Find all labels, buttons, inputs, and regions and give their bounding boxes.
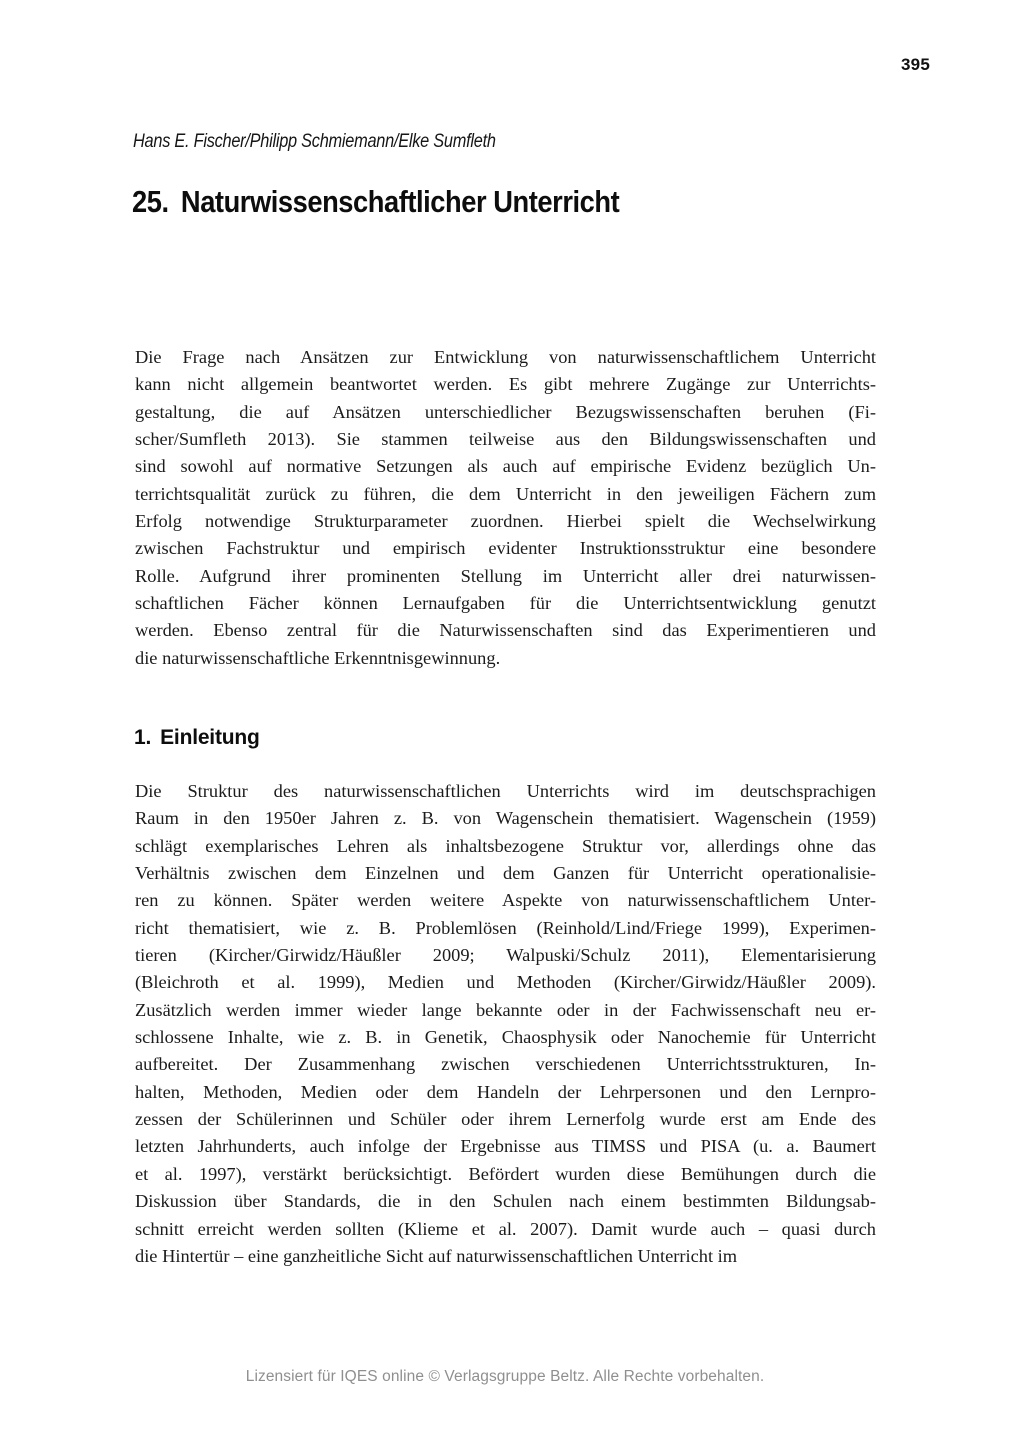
text-line: scher/Sumfleth 2013). Sie stammen teilweise aus den Bildungswissenschaften und [135,429,876,450]
text-line: letzten Jahrhunderts, auch infolge der Ergebnisse aus TIMSS und PISA (u. a. Baumert [135,1136,876,1157]
text-line: Raum in den 1950er Jahren z. B. von Wagenschein thematisiert. Wagenschein (1959) [135,808,876,829]
page-number: 395 [901,55,930,74]
text-line: et al. 1997), verstärkt berücksichtigt. Befördert wurden diese Bemühungen durch die [135,1163,876,1184]
chapter-number: 25. [132,184,169,219]
text-line: (Bleichroth et al. 1999), Medien und Methoden (Kircher/Girwidz/Häußler 2009). [135,972,876,993]
section-heading-einleitung [134,726,260,750]
text-line: Diskussion über Standards, die in den Schulen nach einem bestimmten Bildungsab- [135,1191,876,1212]
text-line: zwischen Fachstruktur und empirisch evidenter Instruktionsstruktur eine besondere [135,538,876,559]
text-line: richt thematisiert, wie z. B. Problemlösen (Reinhold/Lind/Friege 1999), Experimen- [135,917,876,938]
author-line: Hans E. Fischer/Philipp Schmiemann/Elke Sumfleth [133,131,496,152]
text-line: halten, Methoden, Medien oder dem Handeln der Lehrpersonen und den Lernpro- [135,1081,876,1102]
section-heading-text: Einleitung [160,726,260,749]
text-line: schnitt erreicht werden sollten (Klieme et al. 2007). Damit wurde auch – quasi durch [135,1218,876,1239]
text-line: die Hintertür – eine ganzheitliche Sicht auf naturwissenschaftlichen Unterricht im [135,1245,738,1266]
text-line: schaftlichen Fächer können Lernaufgaben für die Unterrichtsentwicklung genutzt [135,593,876,614]
text-line: die naturwissenschaftliche Erkenntnisgewinnung. [135,647,501,668]
text-line: schlossene Inhalte, wie z. B. in Genetik, Chaosphysik oder Nanochemie für Unterricht [135,1027,876,1048]
text-line: zessen der Schülerinnen und Schüler oder ihrem Lernerfolg wurde erst am Ende des [135,1109,876,1130]
chapter-title-text: Naturwissenschaftlicher Unterricht [180,184,620,219]
text-line: werden. Ebenso zentral für die Naturwissenschaften sind das Experimentieren und [135,620,876,641]
body-paragraph [135,778,876,1270]
text-line: Erfolg notwendige Strukturparameter zuordnen. Hierbei spielt die Wechselwirkung [135,511,876,532]
text-line: ren zu können. Später werden weitere Aspekte von naturwissenschaftlichem Unter- [135,890,876,911]
text-line: tieren (Kircher/Girwidz/Häußler 2009; Walpuski/Schulz 2011), Elementarisierung [135,945,876,966]
text-line: kann nicht allgemein beantwortet werden. Es gibt mehrere Zugänge zur Unterrichts- [135,374,876,395]
text-line: gestaltung, die auf Ansätzen unterschiedlicher Bezugswissenschaften beruhen (Fi- [135,401,876,422]
text-line: schlägt exemplarisches Lehren als inhaltsbezogene Struktur vor, allerdings ohne das [135,835,876,856]
text-line: sind sowohl auf normative Setzungen als auch auf empirische Evidenz bezüglich Un- [135,456,876,477]
license-footer: Lizensiert für IQES online © Verlagsgruppe Beltz. Alle Rechte vorbehalten. [245,1368,765,1385]
text-line: Verhältnis zwischen dem Einzelnen und dem Ganzen für Unterricht operationalisie- [135,863,876,884]
text-line: terrichtsqualität zurück zu führen, die dem Unterricht in den jeweiligen Fächern zum [135,483,876,504]
text-line: Zusätzlich werden immer wieder lange bekannte oder in der Fachwissenschaft neu er- [135,999,876,1020]
section-number: 1. [134,726,152,749]
text-line: Rolle. Aufgrund ihrer prominenten Stellung im Unterricht aller drei naturwissen- [135,565,876,586]
text-line: Die Frage nach Ansätzen zur Entwicklung von naturwissenschaftlichem Unterricht [135,347,876,367]
text-line: aufbereitet. Der Zusammenhang zwischen verschiedenen Unterrichtsstrukturen, In- [135,1054,876,1075]
abstract-paragraph [135,344,876,672]
text-line: Die Struktur des naturwissenschaftlichen Unterrichts wird im deutschsprachigen [135,781,876,801]
chapter-title [132,184,619,220]
